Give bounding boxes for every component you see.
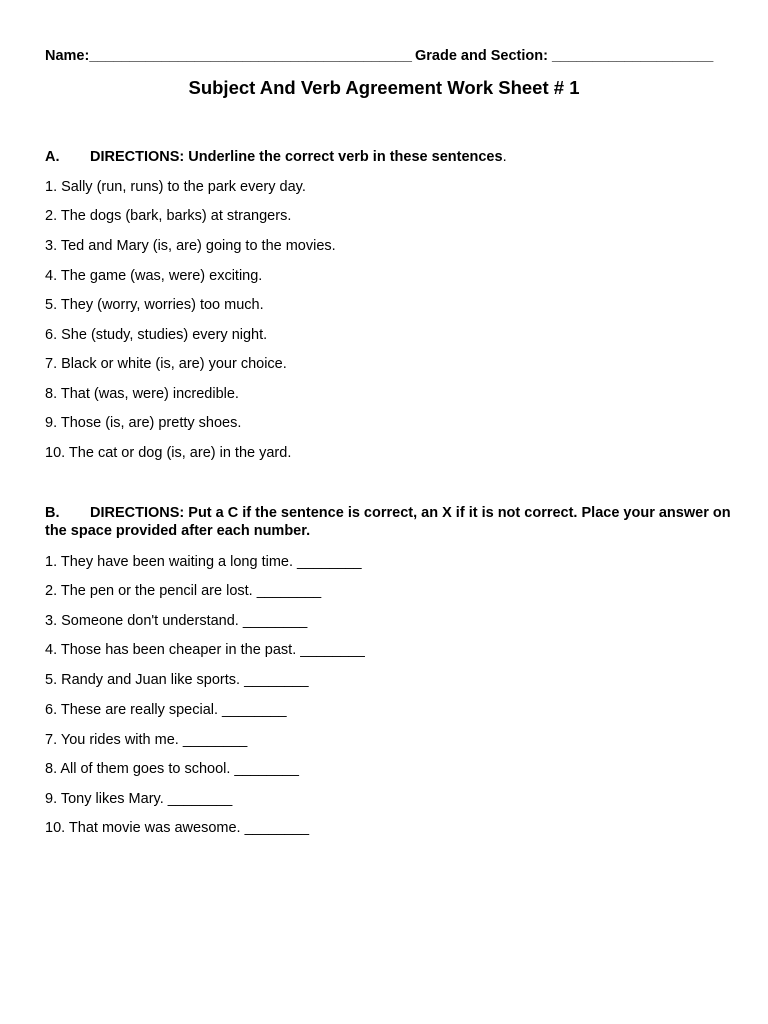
section-b-directions [45,504,735,540]
section-b-item-4: 4. Those has been cheaper in the past. ________ [45,642,365,658]
section-a-item-6: 6. She (study, studies) every night. [45,327,268,343]
section-b-item-10: 10. That movie was awesome. ________ [45,820,310,836]
section-b-item-7: 7. You rides with me. ________ [45,732,248,748]
name-field-label: Name:________________________________________ [45,48,412,64]
section-a-item-1: 1. Sally (run, runs) to the park every day. [45,179,306,195]
section-a-directions-period: . [502,149,507,165]
section-a-item-9: 9. Those (is, are) pretty shoes. [45,415,242,431]
section-b-directions-text: DIRECTIONS: Put a C if the sentence is correct, an X if it is not correct. Place your answer on the space provided after each number. [45,505,731,539]
section-b-item-2: 2. The pen or the pencil are lost. ________ [45,583,322,599]
section-b-letter: B. [45,505,60,521]
section-a-item-2: 2. The dogs (bark, barks) at strangers. [45,208,292,224]
worksheet-title: Subject And Verb Agreement Work Sheet # 1 [188,77,580,98]
section-b-item-1: 1. They have been waiting a long time. ________ [45,554,362,570]
section-a-directions-text: DIRECTIONS: Underline the correct verb in these sentences [90,149,503,165]
section-a-item-5: 5. They (worry, worries) too much. [45,297,264,313]
section-a-item-8: 8. That (was, were) incredible. [45,386,239,402]
section-a-item-4: 4. The game (was, were) exciting. [45,268,263,284]
section-b-item-3: 3. Someone don't understand. ________ [45,613,308,629]
header-line [45,47,735,65]
section-a-directions [45,148,735,166]
section-b-item-5: 5. Randy and Juan like sports. ________ [45,672,309,688]
section-a-item-3: 3. Ted and Mary (is, are) going to the movies. [45,238,336,254]
grade-section-field-label: Grade and Section: ____________________ [415,48,714,64]
section-a-item-7: 7. Black or white (is, are) your choice. [45,356,287,372]
section-b-item-9: 9. Tony likes Mary. ________ [45,791,233,807]
section-b-item-8: 8. All of them goes to school. ________ [45,761,299,777]
section-b-item-6: 6. These are really special. ________ [45,702,287,718]
section-a-item-10: 10. The cat or dog (is, are) in the yard. [45,445,292,461]
section-a-letter: A. [45,149,60,165]
